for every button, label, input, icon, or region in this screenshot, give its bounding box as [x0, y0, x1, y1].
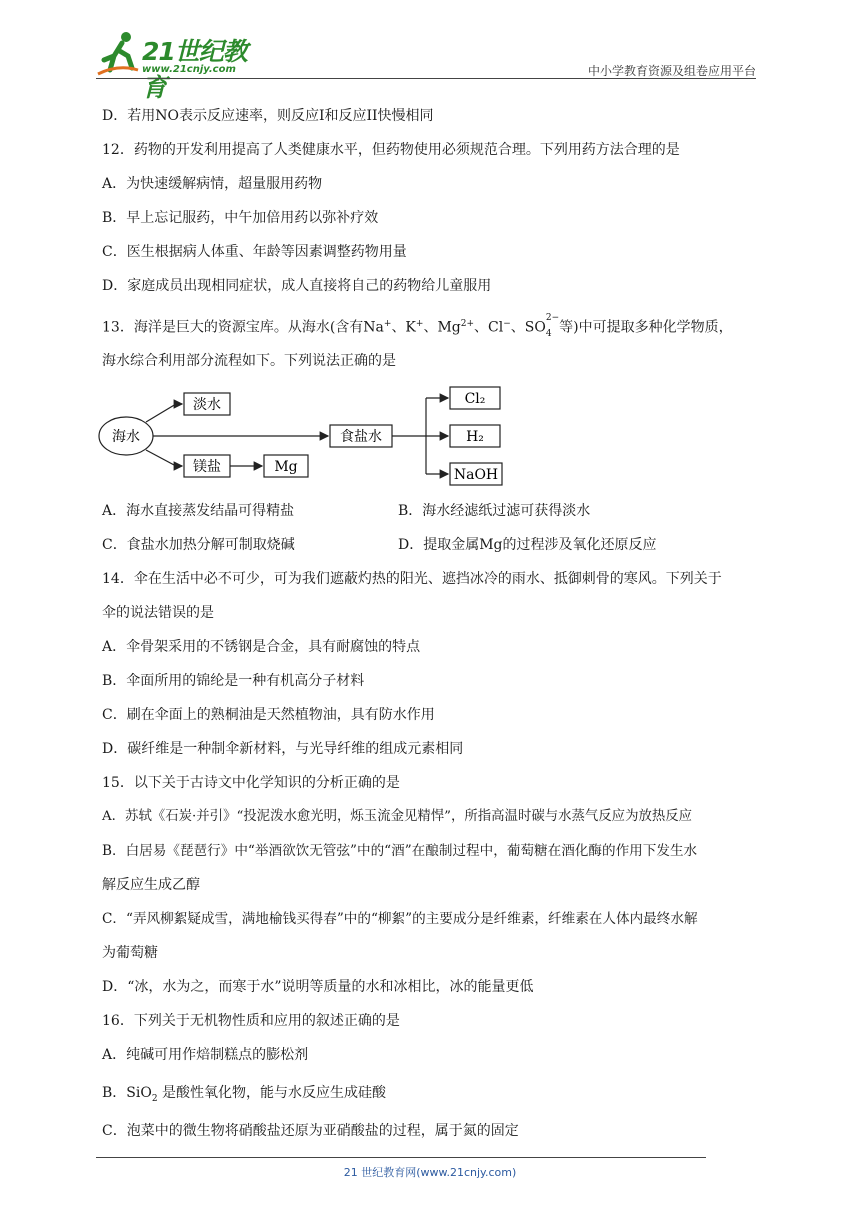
seawater-flow-diagram: [96, 380, 516, 490]
q16-option-a: A．纯碱可用作焙制糕点的膨松剂: [102, 1047, 309, 1063]
cl2-label: Cl₂: [464, 391, 486, 407]
q15-option-c: C．“弄风柳絮疑成雪，满地榆钱买得春”中的“柳絮”的主要成分是纤维素，纤维素在人体内最终水解: [102, 911, 698, 927]
q15-option-d: D．“冰，水为之，而寒于水”说明等质量的水和冰相比，冰的能量更低: [102, 979, 534, 995]
fresh-water-label: 淡水: [193, 397, 221, 413]
seawater-label: 海水: [112, 429, 140, 445]
platform-name: 中小学教育资源及组卷应用平台: [587, 64, 756, 78]
runner-icon: [96, 30, 140, 76]
q12-option-d: D．家庭成员出现相同症状，成人直接将自己的药物给儿童服用: [102, 278, 492, 294]
mg-label: Mg: [274, 459, 298, 475]
q13-stem-cont: 海水综合利用部分流程如下。下列说法正确的是: [102, 353, 396, 369]
q11-option-d: D．若用NO表示反应速率，则反应I和反应II快慢相同: [102, 108, 434, 124]
header-divider: [96, 78, 756, 79]
q14-option-a: A．伞骨架采用的不锈钢是合金，具有耐腐蚀的特点: [102, 639, 421, 655]
page-footer: 21 世纪教育网(www.21cnjy.com): [343, 1166, 517, 1179]
q14-option-d: D．碳纤维是一种制伞新材料，与光导纤维的组成元素相同: [102, 741, 464, 757]
q13-option-c: C．食盐水加热分解可制取烧碱: [102, 537, 295, 553]
q12-option-b: B．早上忘记服药，中午加倍用药以弥补疗效: [102, 210, 379, 226]
brine-label: 食盐水: [340, 429, 382, 445]
naoh-label: NaOH: [453, 467, 499, 483]
q14-option-c: C．刷在伞面上的熟桐油是天然植物油，具有防水作用: [102, 707, 435, 723]
q14-option-b: B．伞面所用的锦纶是一种有机高分子材料: [102, 673, 365, 689]
h2-label: H₂: [466, 429, 484, 445]
page-header: [96, 26, 756, 102]
q15-option-a: A．苏轼《石炭·并引》“投泥泼水愈光明，烁玉流金见精悍”，所指高温时碳与水蒸气反应为放热反应: [102, 809, 693, 824]
q12-stem: 12．药物的开发利用提高了人类健康水平，但药物使用必须规范合理。下列用药方法合理的是: [102, 142, 680, 158]
q14-stem: 14．伞在生活中必不可少，可为我们遮蔽灼热的阳光、遮挡冰冷的雨水、抵御刺骨的寒风。下列关于: [102, 571, 722, 587]
q15-option-b-cont: 解反应生成乙醇: [102, 877, 200, 893]
q12-option-c: C．医生根据病人体重、年龄等因素调整药物用量: [102, 244, 407, 260]
logo-url: www.21cnjy.com: [142, 64, 236, 75]
q16-stem: 16．下列关于无机物性质和应用的叙述正确的是: [102, 1013, 400, 1029]
site-logo: [96, 30, 266, 102]
q13-stem: 13．海洋是巨大的资源宝库。从海水(含有Na+、K+、$Mg^{2+}$、Cl−、$SO^{2-}$ 4 等)中可提取多种化学物质，: [102, 313, 733, 339]
footer-divider: [96, 1157, 706, 1158]
mg-salt-label: 镁盐: [193, 459, 221, 475]
q14-stem-cont: 伞的说法错误的是: [102, 605, 214, 621]
q15-option-c-cont: 为葡萄糖: [102, 945, 158, 961]
q13-option-a: A．海水直接蒸发结晶可得精盐: [102, 503, 295, 519]
q12-option-a: A．为快速缓解病情，超量服用药物: [102, 176, 323, 192]
q16-option-c: C．泡菜中的微生物将硝酸盐还原为亚硝酸盐的过程，属于氮的固定: [102, 1123, 519, 1139]
q15-stem: 15．以下关于古诗文中化学知识的分析正确的是: [102, 775, 400, 791]
logo-text: 21世纪教育: [142, 37, 247, 102]
q16-option-b: B．SiO$_2$ 是酸性氧化物，能与水反应生成硅酸: [102, 1085, 387, 1104]
q13-option-b: B．海水经滤纸过滤可获得淡水: [398, 503, 591, 519]
q13-option-d: D．提取金属Mg的过程涉及氧化还原反应: [398, 537, 657, 553]
q15-option-b: B．白居易《琵琶行》中“举酒欲饮无管弦”中的“酒”在酿制过程中，葡萄糖在酒化酶的作用下发生水: [102, 843, 698, 859]
